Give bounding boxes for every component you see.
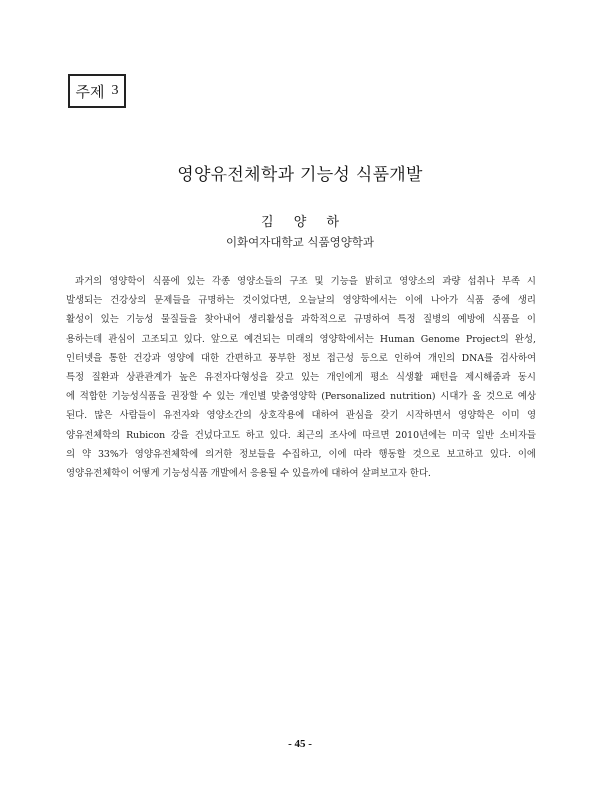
abstract-line: 과거의 영양학이 식품에 있는 각종 영양소들의 구조 및 기능을 밝히고 영양소의 과량 섭취나 부족 시 [75, 276, 536, 287]
abstract-line: 활성이 있는 기능성 물질들을 찾아내어 생리활성을 과학적으로 규명하여 특정 질병의 예방에 식품을 이 [66, 314, 536, 326]
abstract-paragraph [66, 272, 536, 483]
abstract-line: 양유전체학의 Rubicon 강을 건넜다고도 하고 있다. 최근의 조사에 따르면 2010년에는 미국 일반 소비자들 [66, 429, 536, 441]
page-number: - 45 - [288, 738, 312, 750]
abstract-line: 특정 질환과 상관관계가 높은 유전자다형성을 갖고 있는 개인에게 평소 식생활 패턴을 제시해줌과 동시 [66, 371, 536, 383]
abstract-line: 에 적합한 기능성식품을 권장할 수 있는 개인별 맞춤영양학 (Personalized nutrition) 시대가 올 것으로 예상 [66, 391, 536, 403]
author-name: 김 양 하 [261, 215, 347, 230]
topic-label: 주제 [75, 82, 105, 101]
topic-number: 3 [111, 83, 119, 98]
abstract-line: 인터넷을 통한 건강과 영양에 대한 간편하고 풍부한 정보 접근성 등으로 인하여 개인의 DNA를 검사하여 [66, 352, 536, 364]
author-affiliation: 이화여자대학교 식품영양학과 [225, 235, 375, 249]
abstract-line: 의 약 33%가 영양유전체학에 의거한 정보들을 수집하고, 이에 따라 행동할 것으로 보고하고 있다. 이에 [66, 448, 536, 460]
topic-label-box [68, 74, 126, 108]
page-title: 영양유전체학과 기능성 식품개발 [177, 165, 423, 185]
abstract-line: 된다. 많은 사람들이 유전자와 영양소간의 상호작용에 대하여 관심을 갖기 시작하면서 영양학은 이미 영 [66, 410, 536, 422]
abstract-line: 영양유전체학이 어떻게 기능성식품 개발에서 응용될 수 있을까에 대하여 살펴보고자 한다. [66, 467, 431, 479]
abstract-line: 발생되는 건강상의 문제들을 규명하는 것이었다면, 오늘날의 영양학에서는 이에 나아가 식품 중에 생리 [66, 295, 536, 307]
abstract-line: 용하는데 관심이 고조되고 있다. 앞으로 예견되는 미래의 영양학에서는 Human Genome Project의 완성, [66, 333, 536, 345]
